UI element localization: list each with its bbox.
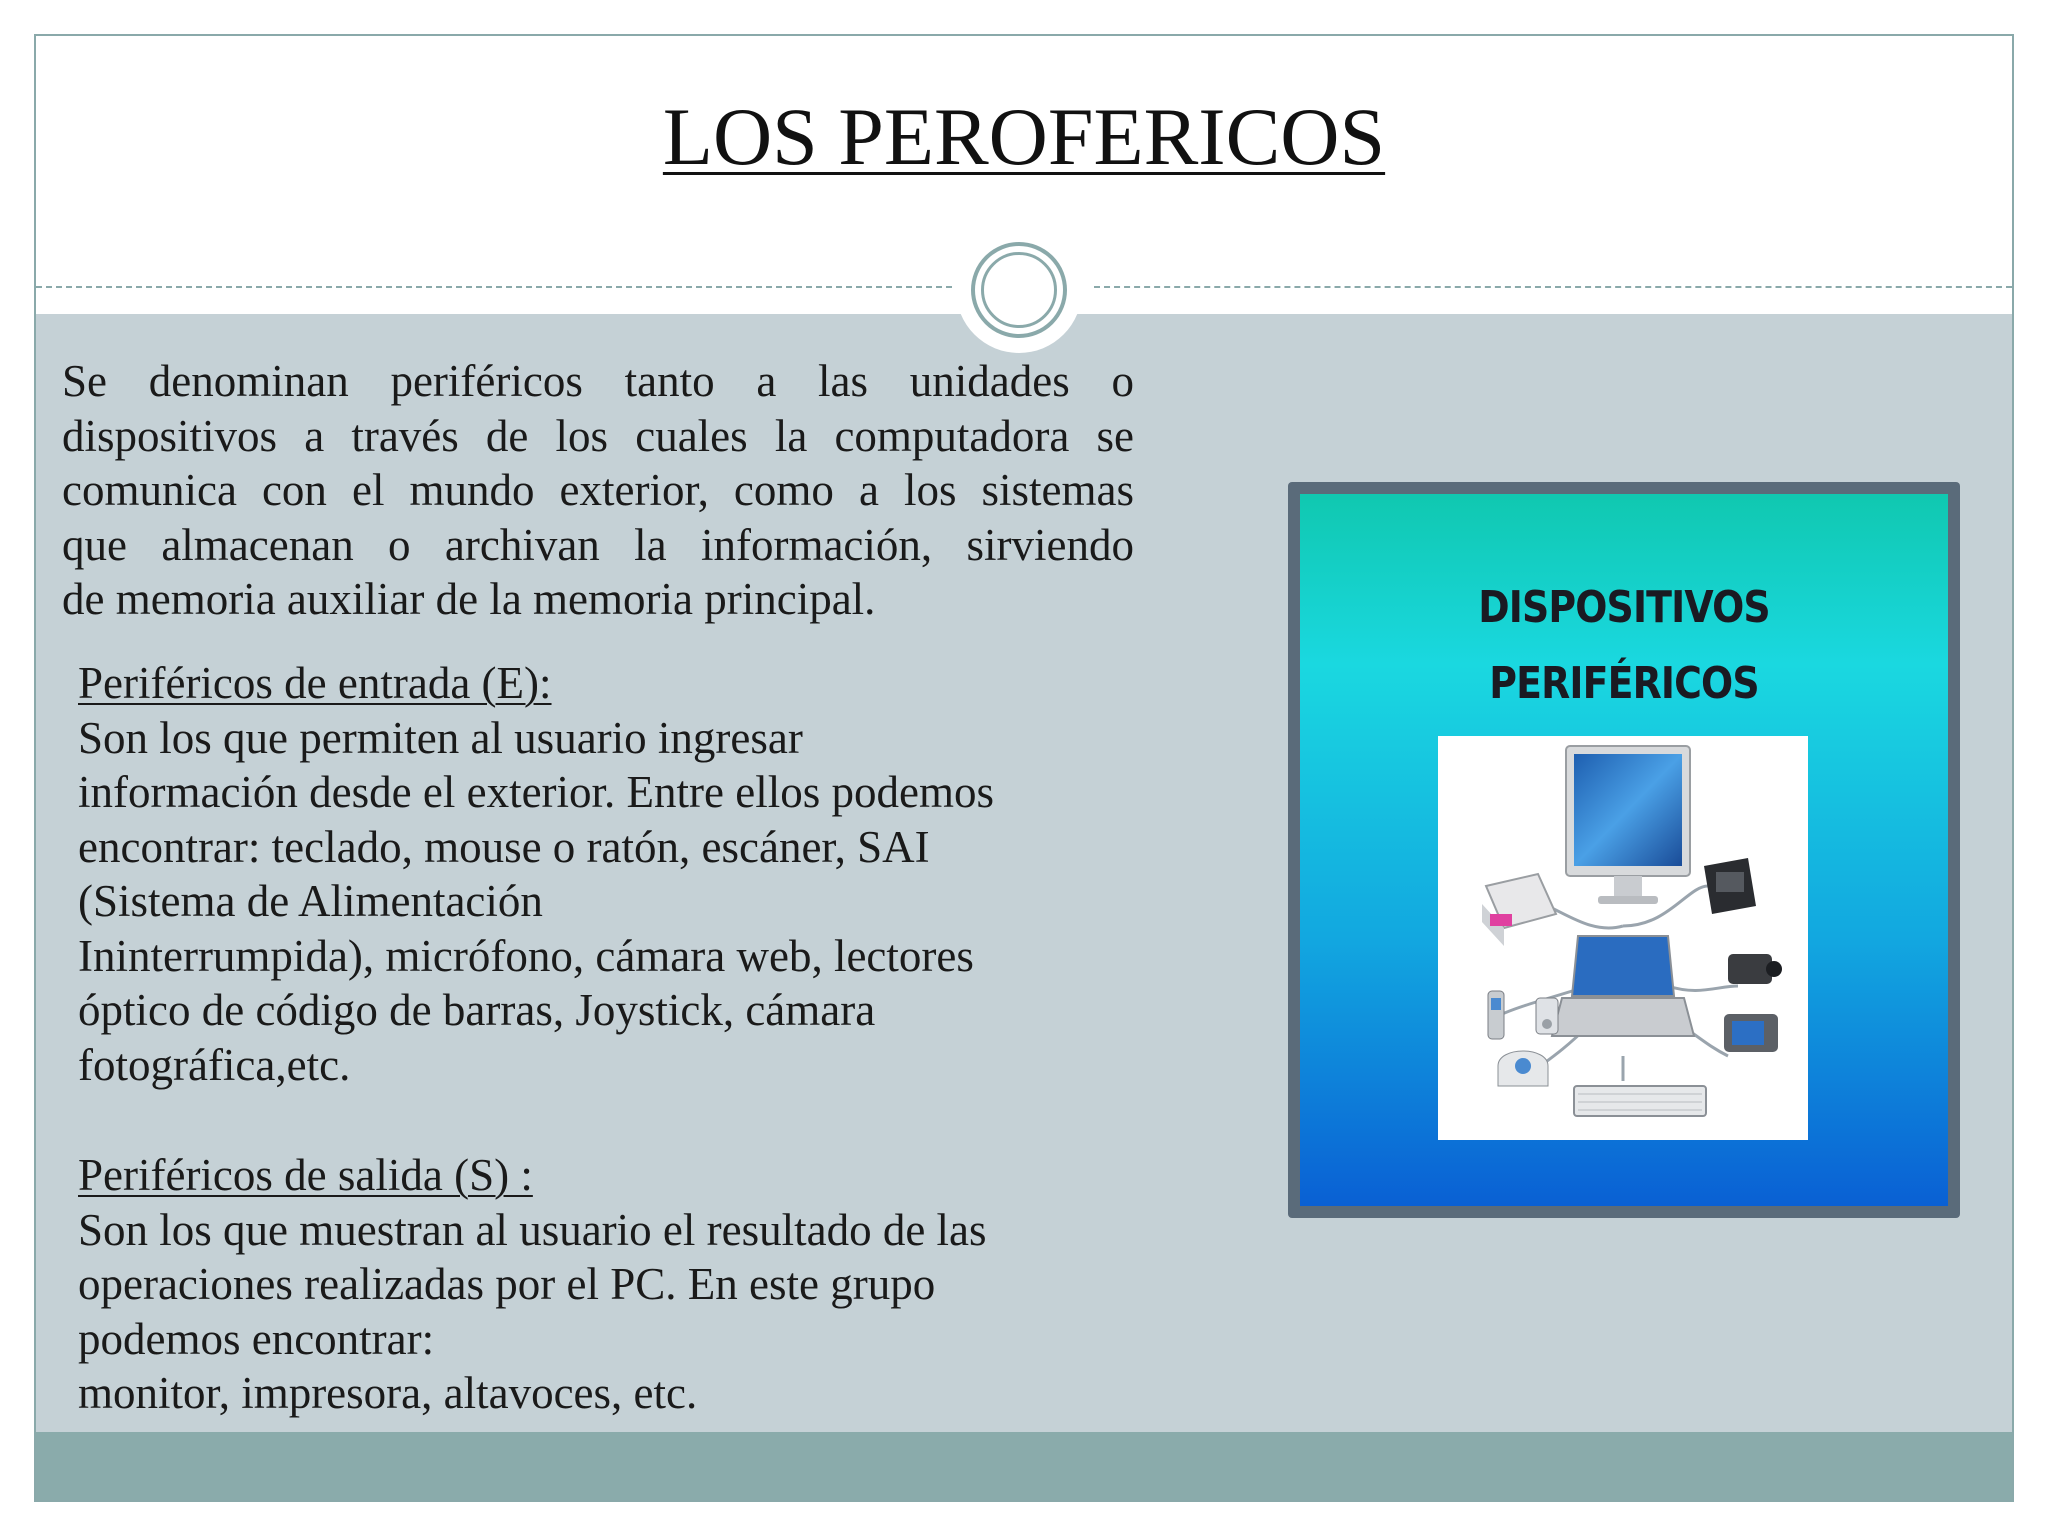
digital-camera-icon (1724, 1014, 1778, 1052)
input-section-line: Son los que permiten al usuario ingresar (78, 712, 803, 763)
slide-title: LOS PEROFERICOS (662, 91, 1386, 182)
footer-bar (36, 1432, 2012, 1502)
keyboard-icon (1574, 1086, 1706, 1116)
circle-ornament-inner (981, 252, 1057, 328)
divider-right (1094, 286, 2012, 288)
intro-line: Se denominan periféricos tanto a las unidades o (62, 356, 1134, 406)
output-section-line: Son los que muestran al usuario el resultado de las (78, 1204, 987, 1255)
slide-frame (34, 34, 2014, 1502)
input-section-line: (Sistema de Alimentación (78, 876, 543, 926)
video-camera-icon (1728, 954, 1782, 984)
webcam-icon (1498, 1051, 1548, 1086)
printer-icon (1482, 874, 1556, 946)
scanner-icon (1704, 858, 1756, 914)
peripherals-image (1288, 482, 1960, 1218)
input-section-line: encontrar: teclado, mouse o ratón, escáner, SAI (78, 821, 930, 872)
output-section-line: podemos encontrar: (78, 1313, 435, 1364)
input-section-line: óptico de código de barras, Joystick, cámara (78, 985, 876, 1035)
intro-line: que almacenan o archivan la información, sirviendo (62, 519, 1134, 570)
intro-line: de memoria auxiliar de la memoria principal. (62, 574, 876, 624)
intro-line: comunica con el mundo exterior, como a los sistemas (62, 465, 1134, 515)
input-section-line: información desde el exterior. Entre ellos podemos (78, 767, 994, 817)
intro-paragraph (62, 354, 1134, 627)
output-section (78, 1148, 1118, 1421)
peripherals-photo (1438, 736, 1808, 1140)
peripherals-image-title-line1: DISPOSITIVOS PERIFÉRICOS (1478, 582, 1770, 709)
input-section-heading: Periféricos de entrada (E): (78, 658, 552, 708)
peripherals-illustration (1438, 736, 1808, 1140)
phone-icon (1488, 991, 1504, 1039)
intro-line: dispositivos a través de los cuales la computadora se (62, 410, 1134, 461)
output-section-heading: Periféricos de salida (S) : (78, 1150, 533, 1200)
monitor-icon (1566, 746, 1690, 904)
peripherals-image-background (1300, 494, 1948, 1206)
mp3-player-icon (1536, 998, 1558, 1034)
laptop-icon (1552, 936, 1694, 1036)
output-section-line: operaciones realizadas por el PC. En este grupo (78, 1259, 936, 1309)
output-section-line: monitor, impresora, altavoces, etc. (78, 1368, 698, 1418)
divider-left (36, 286, 952, 288)
input-section-line: fotográfica,etc. (78, 1039, 351, 1090)
input-section (78, 656, 1118, 1092)
input-section-line: Ininterrumpida), micrófono, cámara web, lectores (78, 930, 974, 981)
